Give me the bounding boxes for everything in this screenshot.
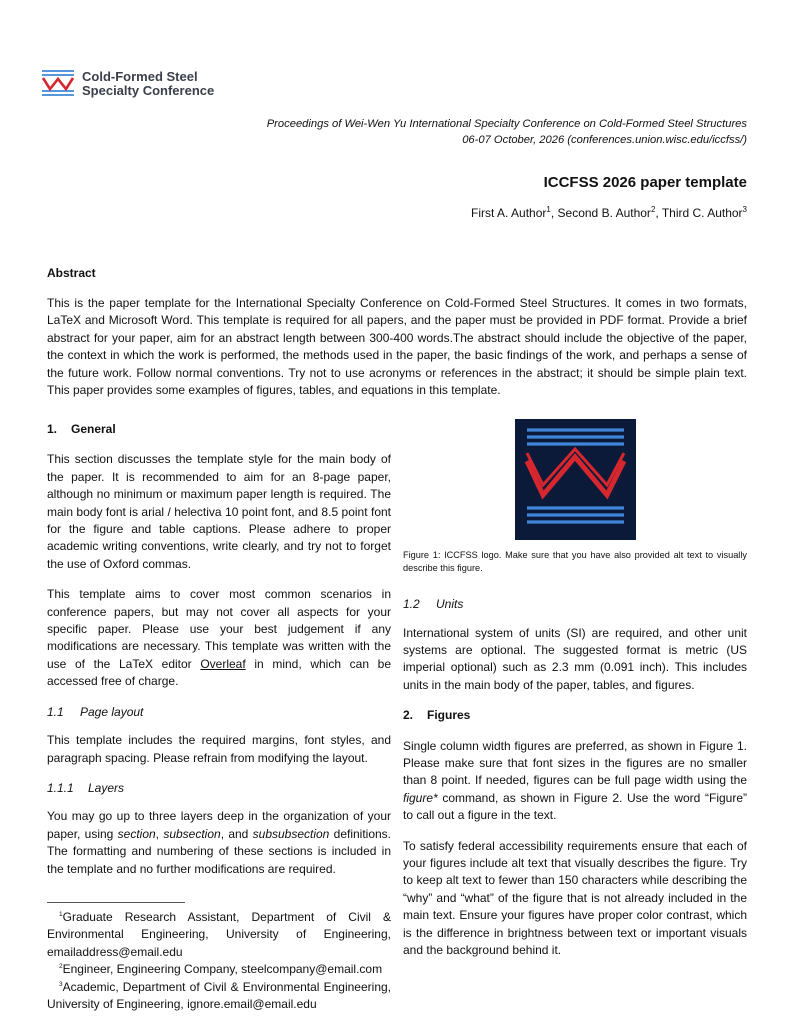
paper-title: ICCFSS 2026 paper template [543, 174, 747, 191]
footnote [47, 909, 391, 961]
paragraph-text: , [155, 826, 164, 841]
paragraph-text: You may go up to three layers deep in the organization of your paper, using [47, 809, 391, 841]
figures-paragraph-2: To satisfy federal accessibility requirements ensure that each of your figures include alt text that visually describes the figure. Try to keep alt text to fewer than 150 characters while describing the “why” and “what” of the figure that is not already included in the main text. Ensure your figures have proper color contrast, which is the difference in brightness between text or important visuals and the background behind it. [403, 838, 747, 958]
subsection-heading-units [403, 596, 747, 613]
footnote-mark: 3 [59, 980, 63, 988]
layers-paragraph [47, 808, 391, 878]
paragraph-text: in mind, which can be accessed free of charge. [47, 656, 391, 689]
subsubsection-title: Layers [88, 780, 125, 795]
logo-wordmark [82, 70, 214, 98]
author-mark: 3 [742, 205, 747, 214]
figures-paragraph-1 [403, 738, 747, 825]
emphasis-text: subsection [163, 826, 221, 841]
cfs-logo-icon [42, 69, 74, 99]
author-mark: 1 [546, 205, 551, 214]
logo-line-2: Specialty Conference [82, 83, 215, 98]
footnote-text: Academic, Department of Civil & Environmental Engineering, University of Engineering, ignore.email@email.edu [47, 979, 391, 1011]
overleaf-link[interactable]: Overleaf [200, 656, 246, 671]
section-number: 2. [403, 708, 414, 723]
footnote-text: Graduate Research Assistant, Department of Civil & Environmental Engineering, University of Engineering, emailaddress@email.edu [47, 909, 391, 959]
author-name: First A. Author [471, 206, 547, 220]
figure-1-caption: Figure 1: ICCFSS logo. Make sure that you have also provided alt text to visually describe this figure. [403, 550, 747, 573]
conference-info [267, 117, 747, 148]
paragraph-text: Single column width figures are preferred, as shown in Figure 1. Please make sure that font sizes in the figures are no smaller than 8 point. If needed, figures can be full page width using the [403, 738, 747, 788]
subsection-number: 1.1 [47, 704, 64, 719]
paragraph-text: definitions. The formatting and numbering of these sections is included in the template and no further modifications are required. [47, 826, 392, 876]
paragraph-text: command, as shown in Figure 2. Use the word “Figure” to call out a figure in the text. [403, 790, 747, 823]
paragraph-text: This template aims to cover most common scenarios in conference papers, but may not cover all aspects for your specific paper. Please use your best judgement if any modifications are necessary. This template was written with the use of the LaTeX editor [47, 587, 391, 671]
author-list: First A. Author$^1$, Second B. Author$^2$, Third C. Author$^3$ [471, 205, 747, 220]
author-name: Third C. Author [661, 206, 743, 220]
subsubsection-number: 1.1.1 [47, 780, 74, 795]
right-column [403, 419, 747, 973]
section-title: Figures [427, 708, 471, 723]
units-paragraph: International system of units (SI) are required, and other unit systems are optional. The suggested format is metric (US imperial optional) such as 2.3 mm (0.091 inch). This includes units in the main body of the paper, tables, and figures. [403, 625, 747, 692]
conference-name: Proceedings of Wei-Wen Yu International Specialty Conference on Cold-Formed Steel Structures [266, 118, 747, 130]
section-title: General [71, 422, 116, 436]
section-number: 1. [47, 422, 58, 436]
conference-date: 06-07 October, 2026 (conferences.union.wisc.edu/iccfss/) [462, 133, 747, 146]
figure-1-image [515, 419, 636, 540]
general-paragraph-2 [47, 586, 391, 690]
subsection-heading-page-layout [47, 704, 391, 721]
iccfss-logo-icon [515, 419, 636, 540]
section-heading-figures [403, 707, 747, 724]
subsection-title: Units [436, 597, 464, 612]
page-layout-paragraph: This template includes the required margins, font styles, and paragraph spacing. Please refrain from modifying the layout. [47, 733, 391, 765]
author-name: Second B. Author [557, 206, 651, 220]
section-heading-general [47, 421, 391, 438]
emphasis-text: figure* [403, 790, 438, 805]
left-column [47, 421, 391, 1013]
subsubsection-heading-layers [47, 780, 391, 797]
abstract-text: This is the paper template for the International Specialty Conference on Cold-Formed Steel Structures. It comes in two formats, LaTeX and Microsoft Word. This template is required for all papers, and the paper must be provided in PDF format. Provide a brief abstract for your paper, aim for an abstract length between 300-400 words.The abstract should include the objective of the paper, the context in which the work is performed, the methods used in the paper, the basic findings of the work, and perhaps a sense of the future work. Follow normal conventions. Try not to use acronyms or references in the abstract; it should be simple plain text. This paper provides some examples of figures, tables, and equations in this template. [47, 296, 747, 398]
footnote-mark: 2 [59, 963, 63, 971]
footnotes [47, 909, 391, 1013]
paragraph-text: , and [220, 826, 253, 841]
abstract-heading: Abstract [47, 266, 96, 280]
footnote [47, 979, 391, 1014]
logo-line-1: Cold-Formed Steel [82, 69, 198, 84]
subsection-number: 1.2 [403, 597, 420, 612]
emphasis-text: subsubsection [252, 826, 330, 841]
conference-logo [42, 69, 214, 99]
footnote-divider [47, 902, 185, 903]
footnote-mark: 1 [59, 910, 63, 918]
general-paragraph-1: This section discusses the template style for the main body of the paper. It is recommended to aim for an 8-page paper, although no minimum or maximum paper length is required. The main body font is arial / helectiva 10 point font, and 8.5 point font for the figure and table captions. Please adhere to proper academic writing conventions, write clearly, and try not to forget the use of Oxford commas. [47, 452, 391, 571]
footnote [47, 961, 391, 978]
subsection-title: Page layout [80, 704, 144, 719]
footnote-text: Engineer, Engineering Company, steelcompany@email.com [62, 962, 383, 977]
author-mark: 2 [650, 205, 656, 214]
emphasis-text: section [117, 826, 156, 841]
